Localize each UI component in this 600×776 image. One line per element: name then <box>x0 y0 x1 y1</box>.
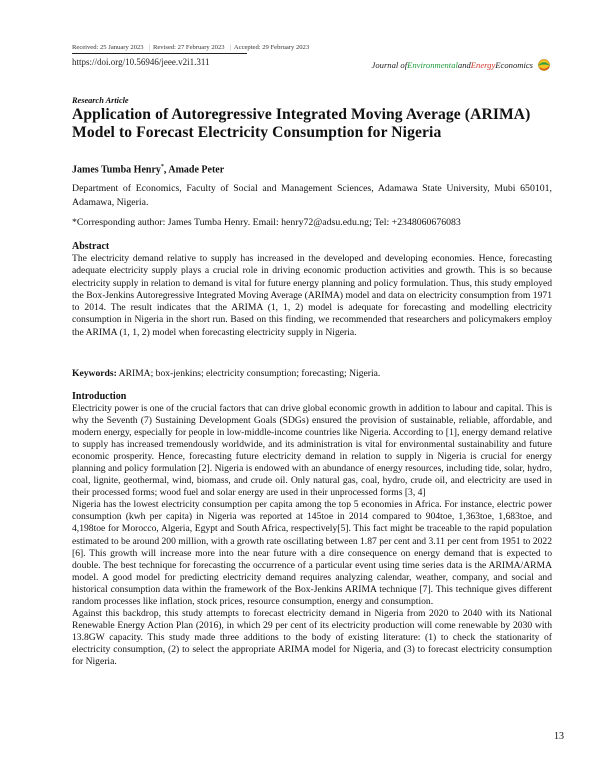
abstract-heading: Abstract <box>72 241 110 252</box>
author-2: , Amade Peter <box>163 164 225 176</box>
authors <box>72 164 224 175</box>
journal-and: and <box>457 60 471 70</box>
journal-energy: Energy <box>470 60 496 70</box>
header-rule <box>72 53 247 54</box>
journal-logo-icon <box>536 58 552 72</box>
journal-name <box>372 58 552 72</box>
abstract-text: The electricity demand relative to supply has increased in the developed and developing economies. Hence, forecasting adequate electricity supply plays a crucial role in driving economic production activities and growth. This is so because electricity supply in relation to demand is vital for future energy planning and policy formulation. Thus, this study employed the Box-Jenkins Autoregressive Integrated Moving Average (ARIMA) model and data on electricity consumption from 1971 to 2014. The result indicates that the ARIMA (1, 1, 2) model is adequate for forecasting and modelling electricity consumption in Nigeria in the short run. Based on this finding, we recommended that researchers and policymakers employ the ARIMA (1, 1, 2) model when forecasting electricity supply in Nigeria. <box>72 253 552 338</box>
intro-paragraph-1: Electricity power is one of the crucial factors that can drive global economic growth in addition to labour and capital. This is why the Seventh (7) Sustaining Development Goals (SDGs) ensured the provision of sustainable, reliable, affordable, and modern energy, especially for people in low-middle-income countries like Nigeria. According to [1], energy demand relative to supply has increased tremendously worldwide, and its administration is vital for environmental sustainability and future economic prosperity. Hence, forecasting future electricity demand in relation to supply in Nigeria is crucial for energy planning and policy formulation [2]. Nigeria is endowed with an abundance of energy resources, including tide, solar, hydro, coal, lignite, geothermal, wind, biomass, and crude oil. Only natural gas, coal, hydro, crude oil, and electricity are used in their processed forms; wood fuel and solar energy are used in their unprocessed forms [3, 4] <box>72 403 552 499</box>
accepted-date: Accepted: 29 February 2023 <box>233 44 310 51</box>
keywords-label: Keywords: <box>72 368 117 379</box>
received-date: Received: 25 January 2023 <box>72 44 144 51</box>
intro-paragraph-3: Against this backdrop, this study attempts to forecast electricity demand in Nigeria from 2020 to 2040 with its National Renewable Energy Action Plan (2016), in which 29 per cent of its electricity production will come renewable by 2030 with 13.8GW capacity. This study made three additions to the body of existing literature: (1) to check the stationarity of electricity consumption, (2) to select the appropriate ARIMA model for Nigeria, and (3) to forecast electricity consumption for Nigeria. <box>72 607 552 667</box>
introduction-heading: Introduction <box>72 391 127 402</box>
journal-suffix: Economics <box>495 60 533 70</box>
corresponding-mark: * <box>160 164 164 170</box>
author-1: James Tumba Henry <box>72 164 161 176</box>
introduction-body <box>72 403 552 668</box>
journal-env: Environmental <box>407 60 458 70</box>
revised-date: Revised: 27 February 2023 <box>152 44 225 51</box>
journal-prefix: Journal of <box>371 60 408 70</box>
keywords-list: ARIMA; box-jenkins; electricity consumption; forecasting; Nigeria. <box>116 368 381 379</box>
article-type: Research Article <box>72 96 129 105</box>
intro-paragraph-2: Nigeria has the lowest electricity consumption per capita among the top 5 economies in Africa. For instance, electric power consumption (kwh per capita) in Nigeria was reported at 145toe in 2014 compared to 904toe, 1,363toe, 1,683toe, and 4,198toe for Morocco, Algeria, Egypt and South Africa, respectively[5]. This fact might be traceable to the rapid population estimated to be around 200 million, with a growth rate oscillating between 1.87 per cent and 3.11 per cent from 1951 to 2022 [6]. This growth will increase more into the near future with a dire consequence on energy demand that is expected to double. The best technique for forecasting the occurrence of a particular event using time series data is the ARIMA/ARMA model. A good model for predicting electricity demand requires analyzing calendar, weather, company, and social and historical consumption data within the framework of the Box-Jenkins ARIMA technique [7]. This technique gives different random processes like inflation, stock prices, resource consumption, energy and consumption. <box>72 499 553 607</box>
article-title: Application of Autoregressive Integrated Moving Average (ARIMA) Model to Forecast Electricity Consumption for Nigeria <box>72 106 531 141</box>
page-number: 13 <box>554 731 564 742</box>
corresponding-author: *Corresponding author: James Tumba Henry. Email: henry72@adsu.edu.ng; Tel: +2348060676083 <box>72 217 461 228</box>
keywords <box>72 368 552 379</box>
doi-link[interactable]: https://doi.org/10.56946/jeee.v2i1.311 <box>72 57 210 67</box>
article-dates: Received: 25 January 2023 | Revised: 27 February 2023 | Accepted: 29 February 2023 <box>72 44 310 51</box>
affiliation: Department of Economics, Faculty of Social and Management Sciences, Adamawa State University, Mubi 650101, Adamawa, Nigeria. <box>72 183 552 208</box>
